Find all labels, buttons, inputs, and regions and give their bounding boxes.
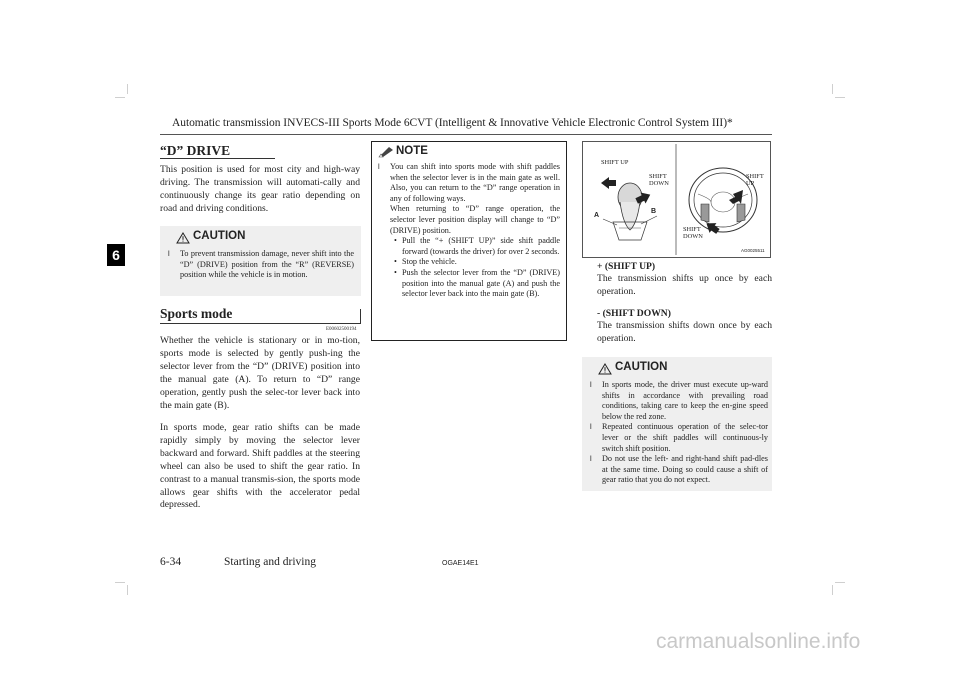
figure-code: AG0025511 [741,248,765,253]
crop-mark [832,84,833,94]
warning-triangle-icon [176,231,190,249]
bullet-icon: l [168,249,170,258]
header-rule [160,134,772,135]
label-a: A [594,212,600,219]
caution-item [590,454,768,486]
crop-mark [835,97,845,98]
note-title: NOTE [396,145,428,157]
caution-box [160,226,361,296]
caution-item [590,422,768,454]
note-box [371,141,567,341]
label-shift-down: SHIFT DOWN [649,173,669,188]
sports-paragraph-2: In sports mode, gear ratio shifts can be made rapidly simply by moving the selector lever backward and forward. Shift paddles at the steering wheel can also be used to shift the gear ratio. In contrast to a manual transmis-sion, the sports mode allows gear shifts with the accelerator pedal depressed. [160,422,360,511]
warning-triangle-icon [598,362,612,380]
d-drive-paragraph: This position is used for most city and high-way driving. The transmission will automati-cally and continuously change its gear ratio depending on road and driving conditions. [160,164,360,214]
note-bullet [390,257,560,268]
bullet-icon: l [590,380,592,389]
bullet-icon: l [590,422,592,432]
caution-title: CAUTION [193,230,246,242]
bullet-icon: l [590,454,592,464]
dot-icon: • [394,236,397,246]
caution-item-text: In sports mode, the driver must execute up-ward shifts in accordance with prevailing road conditions, taking care to keep the en-gine speed below the red zone. [602,380,768,421]
watermark[interactable]: carmanualsonline.info [656,630,861,653]
caution-box [582,357,772,491]
chapter-tab: 6 [107,244,125,266]
heading-rule [160,158,275,159]
label-b: B [651,208,657,215]
crop-mark [832,585,833,595]
label-shift-up: SHIFT UP [746,173,764,188]
caution-title: CAUTION [615,361,668,373]
dot-icon: • [394,267,397,277]
note-bullet-text: Stop the vehicle. [402,257,457,267]
dot-icon: • [394,257,397,267]
section-name: Starting and driving [224,556,316,568]
shift-up-heading: + (SHIFT UP) [597,261,656,272]
label-shift-up: SHIFT UP [601,159,629,166]
caution-list [590,380,768,486]
note-bullet [390,236,560,257]
note-bullet-text: Push the selector lever from the “D” (DRIVE) position into the manual gate (A) and push the selector lever back into the main gate (B). [402,267,560,299]
caution-item-text: To prevent transmission damage, never shift into the “D” (DRIVE) position from the “R” (REVERSE) position while the vehicle is in motion. [180,249,354,280]
crop-mark [127,585,128,595]
crop-mark [835,582,845,583]
sports-paragraph-1: Whether the vehicle is stationary or in mo-tion, sports mode is selected by gently push-ing the selector lever from the “D” (DRIVE) position into the manual gate (A). To return to “D” range operation, gently push the selec-tor lever back into the main gate (B). [160,335,360,411]
heading-rule [160,323,361,324]
note-pencil-icon [378,145,394,163]
caution-item-text: Do not use the left- and right-hand shift pad-dles at the same time. Doing so could cause a shift of gear ratio that you do not expect. [602,454,768,485]
shift-down-text: The transmission shifts down once by each operation. [597,320,772,344]
crop-mark [127,84,128,94]
crop-mark [115,97,125,98]
page-number: 6-34 [160,556,182,568]
shift-up-text: The transmission shifts up once by each operation. [597,273,772,297]
note-bullet [390,268,560,300]
note-bullet-text: Pull the “+ (SHIFT UP)” side shift paddle forward (towards the driver) for over 2 seconds. [402,236,560,256]
caution-item [590,380,768,422]
label-shift-down: SHIFT DOWN [683,226,703,241]
bullet-icon: l [378,162,380,171]
shift-illustration [582,141,771,258]
heading-rule-end [360,309,361,324]
crop-mark [115,582,125,583]
d-drive-heading: “D” DRIVE [160,143,231,158]
caution-item-text: Repeated continuous operation of the selec-tor lever or the shift paddles will continuous-ly switch shift position. [602,422,768,453]
running-header: Automatic transmission INVECS-III Sports Mode 6CVT (Intelligent & Innovative Vehicle Electronic Control System III)* [172,117,733,129]
sports-mode-heading: Sports mode [160,306,233,321]
note-content [378,162,560,300]
caution-item [168,249,354,281]
note-intro-2: When returning to “D” range operation, the selector lever position display will change to “D” (DRIVE) position. [390,204,560,235]
document-code: OGAE14E1 [442,560,479,567]
section-code: E00602500194 [326,327,357,332]
note-intro: You can shift into sports mode with shift paddles when the selector lever is in the main gate as well. Also, you can return to the “D” range operation in any of following ways. [390,162,560,203]
shift-down-heading: - (SHIFT DOWN) [597,308,671,319]
